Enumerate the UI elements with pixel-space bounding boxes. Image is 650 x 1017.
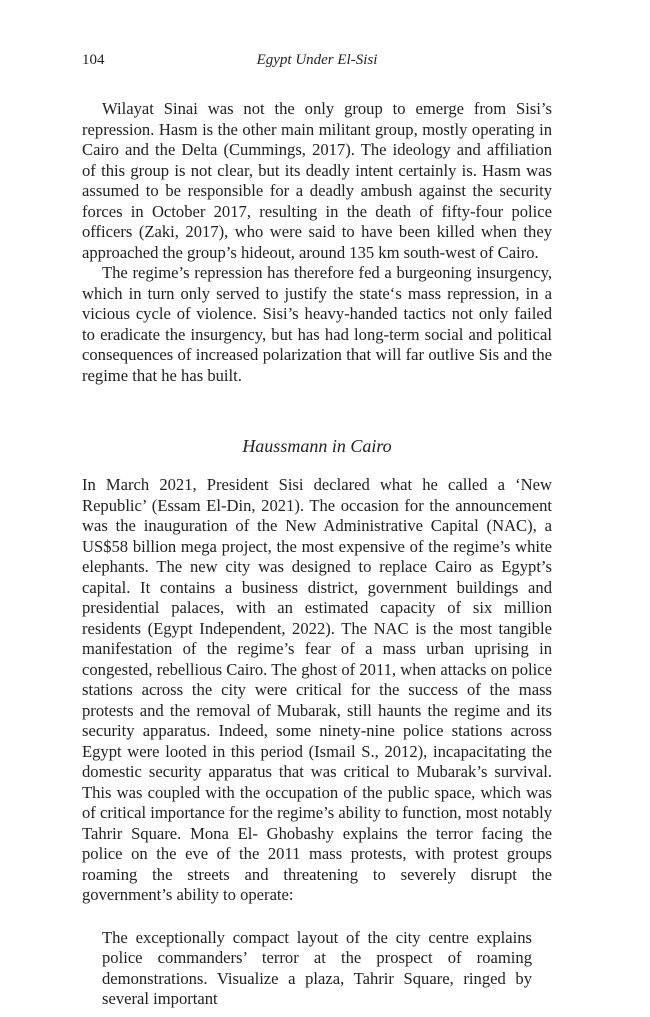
paragraph-wilayat-sinai: Wilayat Sinai was not the only group to emerge from Sisi’s repression. Hasm is the other main militant group, mostly operating in Cairo and the Delta (Cummings, 2017). The ideology and affiliation of this group is not clear, but its deadly intent certainly is. Hasm was assumed to be responsible for a deadly ambush against the security forces in October 2017, resulting in the death of fifty-four police officers (Zaki, 2017), who were said to have been killed when they approached the group’s hideout, around 135 km south-west of Cairo. [82,99,552,262]
section-heading: Haussmann in Cairo [242,436,392,456]
page-number: 104 [82,52,105,68]
page-body [82,99,552,1010]
page-header [82,52,552,74]
running-title: Egypt Under El-Sisi [256,52,378,68]
block-quote [102,928,532,1010]
paragraph-new-republic: In March 2021, President Sisi declared what he called a ‘New Republic’ (Essam El-Din, 2021). The occasion for the announcement was the inauguration of the New Administrative Capital (NAC), a US$58 billion mega project, the most expensive of the regime’s white elephants. The new city was designed to replace Cairo as Egypt’s capital. It contains a business district, government buildings and presidential palaces, with an estimated capacity of six million residents (Egypt Independent, 2022). The NAC is the most tangible manifestation of the regime’s fear of a mass urban uprising in congested, rebellious Cairo. The ghost of 2011, when attacks on police stations across the city were critical for the success of the mass protests and the removal of Mubarak, still haunts the regime and its security apparatus. Indeed, some ninety-nine police stations across Egypt were looted in this period (Ismail S., 2012), incapacitating the domestic security apparatus that was critical to Mubarak’s survival. This was coupled with the occupation of the public space, which was of critical importance for the regime’s ability to function, most notably Tahrir Square. Mona El- Ghobashy explains the terror facing the police on the eve of the 2011 mass protests, with protest groups roaming the streets and threatening to severely disrupt the government’s ability to operate: [82,475,552,904]
block-quote-text: The exceptionally compact layout of the city centre explains police commanders’ terror at the prospect of roaming demonstrations. Visualize a plaza, Tahrir Square, ringed by several important [102,927,532,1008]
paragraph-regime-repression: The regime’s repression has therefore fed a burgeoning insurgency, which in turn only served to justify the state‘s mass repression, in a vicious cycle of violence. Sisi’s heavy-handed tactics not only failed to eradicate the insurgency, but has had long-term social and political consequences of increased polarization that will far outlive Sis and the regime that he has built. [82,263,552,385]
